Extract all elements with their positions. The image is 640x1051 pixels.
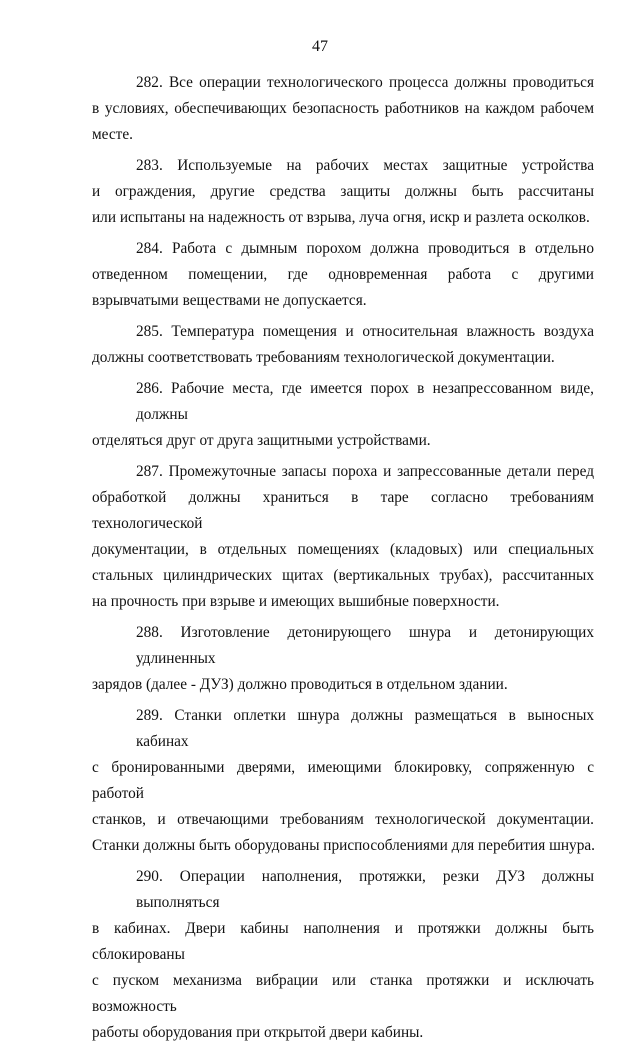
paragraph-286 [92,376,594,454]
paragraph-line: и ограждения, другие средства защиты должны быть рассчитаны [92,183,594,200]
paragraph-line: 289. Станки оплетки шнура должны размещаться в выносных кабинах [136,707,594,750]
paragraph-line: взрывчатыми веществами не допускается. [92,292,367,309]
paragraph-line: 282. Все операции технологического процесса должны проводиться [136,74,594,91]
paragraph-285 [92,319,594,371]
paragraph-line: 285. Температура помещения и относительная влажность воздуха [136,323,594,340]
page-number: 47 [312,38,328,55]
paragraph-line: отделяться друг от друга защитными устройствами. [92,432,431,449]
paragraph-line: 286. Рабочие места, где имеется порох в незапрессованном виде, должны [136,380,594,423]
paragraph-line: зарядов (далее - ДУЗ) должно проводиться в отдельном здании. [92,676,508,693]
document-body [92,70,594,1051]
paragraph-line: с пуском механизма вибрации или станка протяжки и исключать возможность [92,972,594,1015]
paragraph-line: Станки должны быть оборудованы приспособлениями для перебития шнура. [92,837,595,854]
paragraph-290 [92,864,594,1046]
paragraph-line: отведенном помещении, где одновременная работа с другими [92,266,594,283]
paragraph-line: 290. Операции наполнения, протяжки, резки ДУЗ должны выполняться [136,868,594,911]
paragraph-line: или испытаны на надежность от взрыва, луча огня, искр и разлета осколков. [92,209,590,226]
paragraph-288 [92,620,594,698]
paragraph-287 [92,459,594,615]
paragraph-283 [92,153,594,231]
paragraph-line: в условиях, обеспечивающих безопасность работников на каждом рабочем [92,100,594,117]
paragraph-284 [92,236,594,314]
paragraph-282 [92,70,594,148]
paragraph-line: 283. Используемые на рабочих местах защитные устройства [136,157,594,174]
paragraph-line: обработкой должны храниться в таре согласно требованиям технологической [92,489,594,532]
paragraph-line: станков, и отвечающими требованиям технологической документации. [92,811,594,828]
paragraph-line: в кабинах. Двери кабины наполнения и протяжки должны быть сблокированы [92,920,594,963]
paragraph-line: на прочность при взрыве и имеющих вышибные поверхности. [92,593,500,610]
paragraph-line: 284. Работа с дымным порохом должна проводиться в отдельно [136,240,594,257]
paragraph-line: стальных цилиндрических щитах (вертикальных трубах), рассчитанных [92,567,594,584]
paragraph-line: документации, в отдельных помещениях (кладовых) или специальных [92,541,594,558]
paragraph-289 [92,703,594,859]
paragraph-line: с бронированными дверями, имеющими блокировку, сопряженную с работой [92,759,594,802]
paragraph-line: должны соответствовать требованиям технологической документации. [92,349,555,366]
paragraph-line: месте. [92,126,133,143]
paragraph-line: 287. Промежуточные запасы пороха и запрессованные детали перед [136,463,594,480]
paragraph-line: работы оборудования при открытой двери кабины. [92,1024,424,1041]
paragraph-line: 288. Изготовление детонирующего шнура и детонирующих удлиненных [136,624,594,667]
